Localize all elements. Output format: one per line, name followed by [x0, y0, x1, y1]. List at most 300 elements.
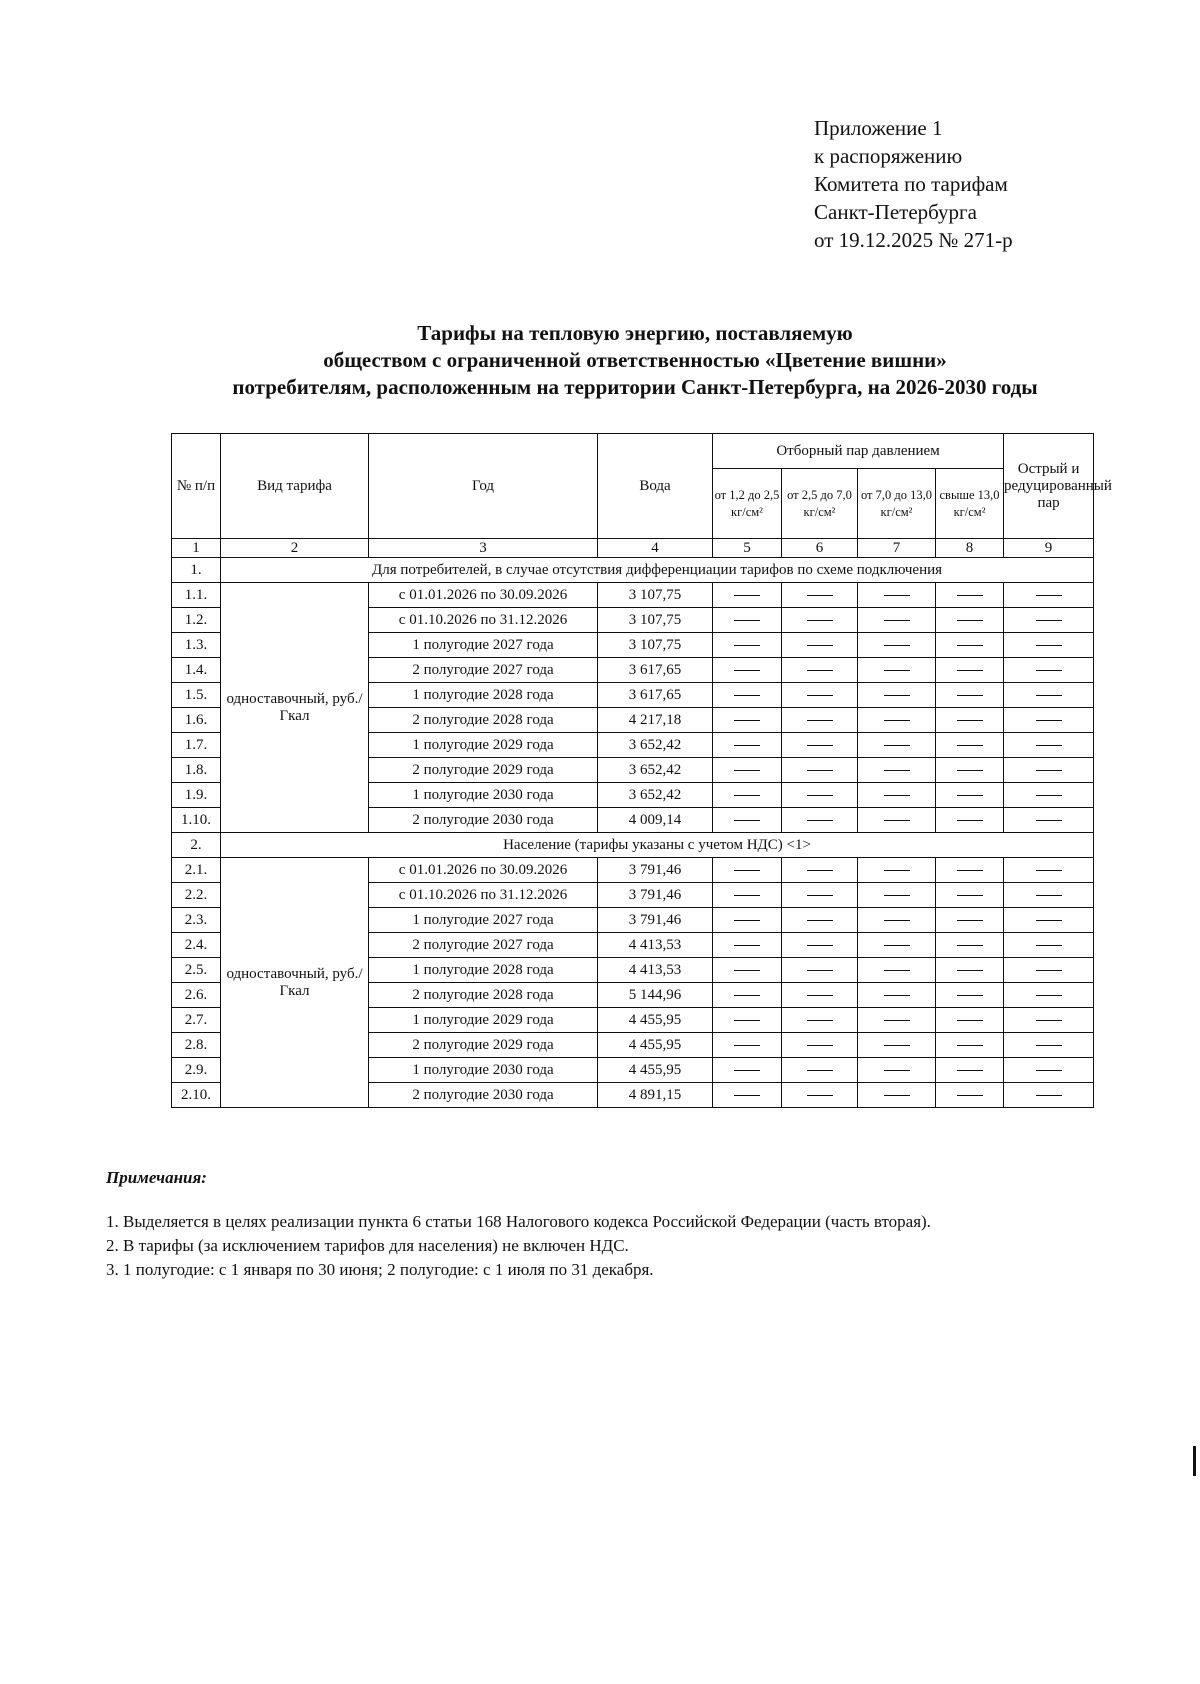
dash-mark	[884, 620, 910, 621]
dash-mark	[1036, 995, 1062, 996]
dash-mark	[884, 945, 910, 946]
empty-tariff-cell	[936, 633, 1004, 658]
empty-tariff-cell	[782, 783, 858, 808]
table-row	[172, 583, 1094, 608]
empty-tariff-cell	[1004, 583, 1094, 608]
empty-tariff-cell	[1004, 758, 1094, 783]
empty-tariff-cell	[782, 583, 858, 608]
period-cell: 2 полугодие 2028 года	[369, 983, 598, 1008]
notes-title: Примечания:	[106, 1168, 207, 1187]
dash-mark	[807, 945, 833, 946]
period-cell: 1 полугодие 2029 года	[369, 733, 598, 758]
notes-list	[106, 1210, 931, 1282]
empty-tariff-cell	[713, 808, 782, 833]
dash-mark	[734, 795, 760, 796]
dash-mark	[884, 770, 910, 771]
header-water: Вода	[598, 434, 713, 539]
empty-tariff-cell	[713, 1033, 782, 1058]
empty-tariff-cell	[858, 658, 936, 683]
empty-tariff-cell	[713, 983, 782, 1008]
dash-mark	[807, 1070, 833, 1071]
empty-tariff-cell	[936, 608, 1004, 633]
empty-tariff-cell	[936, 683, 1004, 708]
section-number: 2.	[172, 833, 221, 858]
dash-mark	[957, 1045, 983, 1046]
dash-mark	[1036, 1070, 1062, 1071]
dash-mark	[807, 820, 833, 821]
row-number: 1.2.	[172, 608, 221, 633]
empty-tariff-cell	[1004, 958, 1094, 983]
empty-tariff-cell	[713, 858, 782, 883]
appendix-line: Комитета по тарифам	[814, 172, 1008, 196]
dash-mark	[734, 1070, 760, 1071]
row-number: 2.4.	[172, 933, 221, 958]
empty-tariff-cell	[936, 933, 1004, 958]
dash-mark	[734, 1020, 760, 1021]
dash-mark	[957, 595, 983, 596]
empty-tariff-cell	[782, 633, 858, 658]
dash-mark	[734, 970, 760, 971]
water-tariff-cell: 3 791,46	[598, 858, 713, 883]
period-cell: с 01.10.2026 по 31.12.2026	[369, 883, 598, 908]
empty-tariff-cell	[782, 683, 858, 708]
row-number: 1.3.	[172, 633, 221, 658]
empty-tariff-cell	[713, 783, 782, 808]
header-steam-1: от 1,2 до 2,5 кг/см²	[713, 469, 782, 539]
empty-tariff-cell	[1004, 858, 1094, 883]
dash-mark	[734, 695, 760, 696]
empty-tariff-cell	[858, 983, 936, 1008]
column-number: 9	[1004, 539, 1094, 558]
empty-tariff-cell	[936, 1083, 1004, 1108]
empty-tariff-cell	[713, 583, 782, 608]
dash-mark	[734, 1095, 760, 1096]
empty-tariff-cell	[858, 858, 936, 883]
empty-tariff-cell	[713, 733, 782, 758]
empty-tariff-cell	[858, 1083, 936, 1108]
empty-tariff-cell	[936, 908, 1004, 933]
empty-tariff-cell	[858, 808, 936, 833]
dash-mark	[884, 1070, 910, 1071]
dash-mark	[884, 995, 910, 996]
water-tariff-cell: 4 413,53	[598, 933, 713, 958]
period-cell: 2 полугодие 2030 года	[369, 1083, 598, 1108]
dash-mark	[807, 770, 833, 771]
dash-mark	[957, 720, 983, 721]
empty-tariff-cell	[782, 1083, 858, 1108]
dash-mark	[884, 895, 910, 896]
header-year: Год	[369, 434, 598, 539]
empty-tariff-cell	[858, 958, 936, 983]
dash-mark	[807, 995, 833, 996]
water-tariff-cell: 5 144,96	[598, 983, 713, 1008]
period-cell: 1 полугодие 2027 года	[369, 908, 598, 933]
dash-mark	[957, 1070, 983, 1071]
dash-mark	[957, 920, 983, 921]
empty-tariff-cell	[858, 783, 936, 808]
dash-mark	[884, 720, 910, 721]
water-tariff-cell: 4 217,18	[598, 708, 713, 733]
water-tariff-cell: 3 617,65	[598, 658, 713, 683]
dash-mark	[1036, 795, 1062, 796]
empty-tariff-cell	[1004, 783, 1094, 808]
dash-mark	[1036, 1020, 1062, 1021]
row-number: 1.8.	[172, 758, 221, 783]
dash-mark	[734, 595, 760, 596]
dash-mark	[807, 620, 833, 621]
empty-tariff-cell	[713, 683, 782, 708]
dash-mark	[807, 695, 833, 696]
dash-mark	[734, 720, 760, 721]
section-header-row	[172, 833, 1094, 858]
dash-mark	[734, 945, 760, 946]
empty-tariff-cell	[782, 1058, 858, 1083]
dash-mark	[884, 1020, 910, 1021]
dash-mark	[1036, 720, 1062, 721]
water-tariff-cell: 3 107,75	[598, 608, 713, 633]
appendix-line: к распоряжению	[814, 144, 963, 168]
empty-tariff-cell	[1004, 1008, 1094, 1033]
column-number: 4	[598, 539, 713, 558]
dash-mark	[734, 645, 760, 646]
appendix-line: от 19.12.2025 № 271-р	[814, 228, 1013, 252]
empty-tariff-cell	[1004, 983, 1094, 1008]
water-tariff-cell: 3 791,46	[598, 908, 713, 933]
dash-mark	[1036, 770, 1062, 771]
empty-tariff-cell	[1004, 658, 1094, 683]
empty-tariff-cell	[782, 708, 858, 733]
empty-tariff-cell	[858, 633, 936, 658]
empty-tariff-cell	[1004, 1083, 1094, 1108]
empty-tariff-cell	[1004, 633, 1094, 658]
dash-mark	[734, 895, 760, 896]
dash-mark	[807, 745, 833, 746]
empty-tariff-cell	[858, 908, 936, 933]
row-number: 1.7.	[172, 733, 221, 758]
column-number: 3	[369, 539, 598, 558]
column-number: 6	[782, 539, 858, 558]
empty-tariff-cell	[782, 1008, 858, 1033]
empty-tariff-cell	[713, 883, 782, 908]
period-cell: 1 полугодие 2030 года	[369, 1058, 598, 1083]
dash-mark	[1036, 920, 1062, 921]
dash-mark	[807, 595, 833, 596]
empty-tariff-cell	[936, 1058, 1004, 1083]
empty-tariff-cell	[713, 633, 782, 658]
period-cell: 2 полугодие 2027 года	[369, 658, 598, 683]
dash-mark	[1036, 1045, 1062, 1046]
row-number: 2.6.	[172, 983, 221, 1008]
dash-mark	[957, 895, 983, 896]
column-number-row	[172, 539, 1094, 558]
empty-tariff-cell	[936, 958, 1004, 983]
empty-tariff-cell	[1004, 1033, 1094, 1058]
dash-mark	[957, 645, 983, 646]
dash-mark	[1036, 595, 1062, 596]
row-number: 2.1.	[172, 858, 221, 883]
row-number: 2.10.	[172, 1083, 221, 1108]
water-tariff-cell: 4 891,15	[598, 1083, 713, 1108]
empty-tariff-cell	[782, 983, 858, 1008]
empty-tariff-cell	[936, 1033, 1004, 1058]
empty-tariff-cell	[782, 958, 858, 983]
empty-tariff-cell	[713, 758, 782, 783]
header-steam-2: от 2,5 до 7,0 кг/см²	[782, 469, 858, 539]
empty-tariff-cell	[713, 708, 782, 733]
empty-tariff-cell	[858, 608, 936, 633]
period-cell: 1 полугодие 2028 года	[369, 683, 598, 708]
dash-mark	[1036, 645, 1062, 646]
dash-mark	[807, 895, 833, 896]
empty-tariff-cell	[858, 683, 936, 708]
section-title: Население (тарифы указаны с учетом НДС) <1>	[221, 833, 1094, 858]
dash-mark	[884, 1045, 910, 1046]
dash-mark	[884, 820, 910, 821]
empty-tariff-cell	[858, 708, 936, 733]
water-tariff-cell: 3 107,75	[598, 633, 713, 658]
appendix-line: Приложение 1	[814, 116, 943, 140]
empty-tariff-cell	[858, 758, 936, 783]
dash-mark	[957, 870, 983, 871]
dash-mark	[807, 870, 833, 871]
row-number: 1.6.	[172, 708, 221, 733]
empty-tariff-cell	[936, 658, 1004, 683]
column-number: 7	[858, 539, 936, 558]
period-cell: 2 полугодие 2029 года	[369, 758, 598, 783]
empty-tariff-cell	[713, 958, 782, 983]
dash-mark	[734, 620, 760, 621]
dash-mark	[884, 870, 910, 871]
row-number: 2.3.	[172, 908, 221, 933]
period-cell: 1 полугодие 2029 года	[369, 1008, 598, 1033]
period-cell: 1 полугодие 2028 года	[369, 958, 598, 983]
dash-mark	[734, 670, 760, 671]
dash-mark	[957, 770, 983, 771]
dash-mark	[734, 1045, 760, 1046]
dash-mark	[807, 645, 833, 646]
dash-mark	[957, 970, 983, 971]
empty-tariff-cell	[782, 808, 858, 833]
header-steam-4: свыше 13,0 кг/см²	[936, 469, 1004, 539]
dash-mark	[1036, 745, 1062, 746]
empty-tariff-cell	[936, 983, 1004, 1008]
empty-tariff-cell	[858, 883, 936, 908]
empty-tariff-cell	[713, 1058, 782, 1083]
water-tariff-cell: 3 652,42	[598, 783, 713, 808]
dash-mark	[734, 995, 760, 996]
empty-tariff-cell	[1004, 708, 1094, 733]
dash-mark	[957, 995, 983, 996]
dash-mark	[807, 720, 833, 721]
document-title	[0, 320, 1200, 401]
dash-mark	[957, 820, 983, 821]
dash-mark	[1036, 820, 1062, 821]
period-cell: 2 полугодие 2027 года	[369, 933, 598, 958]
period-cell: 1 полугодие 2030 года	[369, 783, 598, 808]
empty-tariff-cell	[858, 1058, 936, 1083]
dash-mark	[884, 695, 910, 696]
header-steam-3: от 7,0 до 13,0 кг/см²	[858, 469, 936, 539]
dash-mark	[1036, 870, 1062, 871]
empty-tariff-cell	[713, 1083, 782, 1108]
column-number: 1	[172, 539, 221, 558]
empty-tariff-cell	[858, 1033, 936, 1058]
column-number: 8	[936, 539, 1004, 558]
empty-tariff-cell	[782, 908, 858, 933]
dash-mark	[807, 670, 833, 671]
dash-mark	[1036, 1095, 1062, 1096]
header-sharp-steam: Острый и редуцированный пар	[1004, 434, 1094, 539]
dash-mark	[884, 795, 910, 796]
tariff-type-cell: одноставочный, руб./Гкал	[221, 858, 369, 1108]
dash-mark	[734, 745, 760, 746]
title-line: потребителям, расположенным на территории Санкт-Петербурга, на 2026-2030 годы	[232, 375, 1038, 399]
empty-tariff-cell	[1004, 808, 1094, 833]
period-cell: с 01.01.2026 по 30.09.2026	[369, 858, 598, 883]
dash-mark	[734, 920, 760, 921]
empty-tariff-cell	[713, 1008, 782, 1033]
section-title: Для потребителей, в случае отсутствия дифференциации тарифов по схеме подключения	[221, 558, 1094, 583]
period-cell: с 01.10.2026 по 31.12.2026	[369, 608, 598, 633]
column-number: 2	[221, 539, 369, 558]
empty-tariff-cell	[782, 883, 858, 908]
dash-mark	[1036, 970, 1062, 971]
section-header-row	[172, 558, 1094, 583]
water-tariff-cell: 4 455,95	[598, 1008, 713, 1033]
row-number: 1.1.	[172, 583, 221, 608]
row-number: 1.10.	[172, 808, 221, 833]
appendix-block	[814, 114, 1013, 254]
empty-tariff-cell	[936, 808, 1004, 833]
empty-tariff-cell	[1004, 933, 1094, 958]
empty-tariff-cell	[1004, 733, 1094, 758]
dash-mark	[1036, 945, 1062, 946]
dash-mark	[1036, 670, 1062, 671]
period-cell: с 01.01.2026 по 30.09.2026	[369, 583, 598, 608]
water-tariff-cell: 3 791,46	[598, 883, 713, 908]
dash-mark	[957, 745, 983, 746]
empty-tariff-cell	[782, 1033, 858, 1058]
empty-tariff-cell	[782, 758, 858, 783]
dash-mark	[807, 920, 833, 921]
dash-mark	[957, 670, 983, 671]
empty-tariff-cell	[713, 608, 782, 633]
dash-mark	[884, 970, 910, 971]
row-number: 1.5.	[172, 683, 221, 708]
dash-mark	[957, 1095, 983, 1096]
tariff-table	[171, 433, 1112, 1108]
margin-mark	[1193, 1446, 1196, 1476]
dash-mark	[884, 745, 910, 746]
water-tariff-cell: 3 617,65	[598, 683, 713, 708]
header-num: № п/п	[172, 434, 221, 539]
dash-mark	[884, 670, 910, 671]
period-cell: 2 полугодие 2030 года	[369, 808, 598, 833]
empty-tariff-cell	[858, 583, 936, 608]
dash-mark	[957, 695, 983, 696]
period-cell: 2 полугодие 2029 года	[369, 1033, 598, 1058]
empty-tariff-cell	[936, 758, 1004, 783]
empty-tariff-cell	[858, 933, 936, 958]
dash-mark	[1036, 695, 1062, 696]
empty-tariff-cell	[713, 908, 782, 933]
water-tariff-cell: 3 107,75	[598, 583, 713, 608]
empty-tariff-cell	[1004, 908, 1094, 933]
dash-mark	[957, 1020, 983, 1021]
water-tariff-cell: 3 652,42	[598, 758, 713, 783]
empty-tariff-cell	[713, 658, 782, 683]
empty-tariff-cell	[782, 858, 858, 883]
dash-mark	[807, 1020, 833, 1021]
row-number: 2.8.	[172, 1033, 221, 1058]
empty-tariff-cell	[858, 733, 936, 758]
dash-mark	[884, 1095, 910, 1096]
dash-mark	[957, 945, 983, 946]
dash-mark	[1036, 895, 1062, 896]
dash-mark	[807, 795, 833, 796]
dash-mark	[807, 970, 833, 971]
dash-mark	[734, 820, 760, 821]
dash-mark	[957, 620, 983, 621]
water-tariff-cell: 4 455,95	[598, 1058, 713, 1083]
dash-mark	[807, 1095, 833, 1096]
column-number: 5	[713, 539, 782, 558]
period-cell: 2 полугодие 2028 года	[369, 708, 598, 733]
title-line: обществом с ограниченной ответственностью «Цветение вишни»	[323, 348, 947, 372]
dash-mark	[957, 795, 983, 796]
water-tariff-cell: 3 652,42	[598, 733, 713, 758]
header-steam-group: Отборный пар давлением	[713, 434, 1004, 469]
empty-tariff-cell	[1004, 683, 1094, 708]
empty-tariff-cell	[782, 733, 858, 758]
note-item: 2. В тарифы (за исключением тарифов для населения) не включен НДС.	[106, 1236, 629, 1255]
empty-tariff-cell	[1004, 1058, 1094, 1083]
water-tariff-cell: 4 413,53	[598, 958, 713, 983]
water-tariff-cell: 4 455,95	[598, 1033, 713, 1058]
dash-mark	[807, 1045, 833, 1046]
tariff-type-cell: одноставочный, руб./Гкал	[221, 583, 369, 833]
empty-tariff-cell	[936, 708, 1004, 733]
dash-mark	[884, 595, 910, 596]
empty-tariff-cell	[713, 933, 782, 958]
note-item: 1. Выделяется в целях реализации пункта 6 статьи 168 Налогового кодекса Российской Федерации (часть вторая).	[106, 1212, 931, 1231]
empty-tariff-cell	[782, 608, 858, 633]
empty-tariff-cell	[782, 658, 858, 683]
section-number: 1.	[172, 558, 221, 583]
title-line: Тарифы на тепловую энергию, поставляемую	[417, 321, 853, 345]
empty-tariff-cell	[1004, 883, 1094, 908]
dash-mark	[734, 870, 760, 871]
row-number: 2.9.	[172, 1058, 221, 1083]
row-number: 2.2.	[172, 883, 221, 908]
empty-tariff-cell	[782, 933, 858, 958]
period-cell: 1 полугодие 2027 года	[369, 633, 598, 658]
empty-tariff-cell	[858, 1008, 936, 1033]
empty-tariff-cell	[936, 583, 1004, 608]
dash-mark	[1036, 620, 1062, 621]
table-row	[172, 858, 1094, 883]
empty-tariff-cell	[936, 783, 1004, 808]
dash-mark	[734, 770, 760, 771]
row-number: 2.5.	[172, 958, 221, 983]
water-tariff-cell: 4 009,14	[598, 808, 713, 833]
header-tariff-type: Вид тарифа	[221, 434, 369, 539]
empty-tariff-cell	[936, 1008, 1004, 1033]
row-number: 1.9.	[172, 783, 221, 808]
note-item: 3. 1 полугодие: с 1 января по 30 июня; 2 полугодие: с 1 июля по 31 декабря.	[106, 1260, 654, 1279]
empty-tariff-cell	[936, 733, 1004, 758]
row-number: 1.4.	[172, 658, 221, 683]
